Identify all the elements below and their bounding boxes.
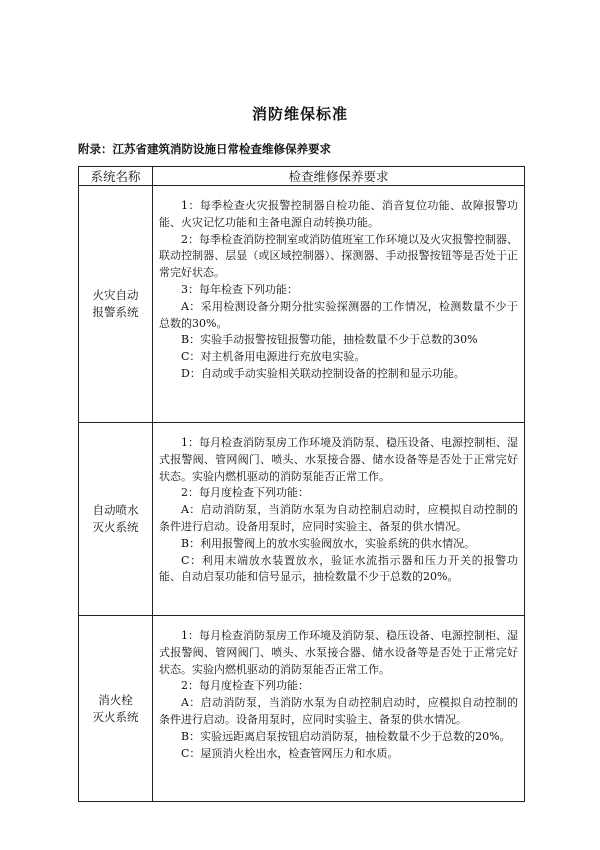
system-name-line: 自动喷水 [92, 503, 139, 517]
requirement-item: A：启动消防泵，当消防水泵为自动控制启动时，应模拟自动控制的条件进行启动。设备用泵时，应同时实验主、备泵的供水情况。 [159, 696, 518, 726]
system-name-cell [79, 616, 153, 802]
system-name-line: 消火栓 [98, 692, 133, 707]
requirement-item: B：实验远距离启泵按钮启动消防泵，抽检数量不少于总数的20%。 [181, 729, 511, 743]
requirement-item: A：采用检测设备分期分批实验探测器的工作情况，检测数量不少于总数的30%。 [159, 299, 518, 330]
system-name-line: 灭火系统 [92, 520, 139, 534]
requirement-item: 2：每月度检查下列功能： [181, 679, 309, 693]
requirement-item: 1：每月检查消防泵房工作环境及消防泵、稳压设备、电源控制柜、湿式报警阀、管网阀门、喷头、水泵接合器、储水设备等是否处于正常完好状态。实验内燃机驱动的消防泵能否正常工作。 [159, 436, 518, 483]
requirement-item: 2：每月度检查下列功能： [181, 486, 309, 500]
requirement-item: B：利用报警阀上的放水实验阀放水，实验系统的供水情况。 [181, 536, 476, 550]
table-row-fire-alarm [79, 186, 525, 423]
table-header-row [79, 167, 525, 186]
appendix-heading: 附录：江苏省建筑消防设施日常检查维修保养要求 [78, 142, 331, 156]
requirement-item: 1：每季检查火灾报警控制器自检功能、消音复位功能、故障报警功能、火灾记忆功能和主备电源自动转换功能。 [159, 199, 518, 229]
requirement-item: C：屋顶消火栓出水，检查管网压力和水质。 [181, 746, 399, 760]
requirements-cell [153, 423, 525, 616]
table-row-sprinkler [79, 423, 525, 616]
requirement-item: C：利用末端放水装置放水，验证水流指示器和压力开关的报警功能、自动启泵功能和信号显示，抽检数量不少于总数的20%。 [159, 553, 518, 584]
system-name-cell [79, 186, 153, 423]
requirement-item: 1：每月检查消防泵房工作环境及消防泵、稳压设备、电源控制柜、湿式报警阀、管网阀门、喷头、水泵接合器、储水设备等是否处于正常完好状态。实验内燃机驱动的消防泵能否正常工作。 [159, 629, 518, 676]
table-row-hydrant [79, 616, 525, 802]
requirement-item: C：对主机备用电源进行充放电实验。 [181, 350, 366, 364]
requirements-cell [153, 186, 525, 423]
system-name-line: 灭火系统 [92, 709, 139, 724]
header-requirements: 检查维修保养要求 [153, 167, 525, 186]
system-name-cell [79, 423, 153, 616]
maintenance-standards-table [78, 166, 525, 802]
system-name-line: 火灾自动 [92, 288, 139, 302]
system-name-line: 报警系统 [92, 305, 139, 319]
requirement-item: 2：每季检查消防控制室或消防值班室工作环境以及火灾报警控制器、联动控制器、层显（或区域控制器）、探测器、手动报警按钮等是否处于正常完好状态。 [159, 232, 518, 280]
header-system-name: 系统名称 [79, 167, 153, 186]
requirement-item: A：启动消防泵，当消防水泵为自动控制启动时，应模拟自动控制的条件进行启动。设备用泵时，应同时实验主、备泵的供水情况。 [159, 503, 518, 533]
requirement-item: 3：每年检查下列功能： [181, 282, 298, 296]
requirements-cell [153, 616, 525, 802]
requirement-item: B：实验手动报警按钮报警功能，抽检数量不少于总数的30% [181, 333, 478, 347]
page-title: 消防维保标准 [251, 105, 348, 123]
requirement-item: D：自动或手动实验相关联动控制设备的控制和显示功能。 [181, 366, 465, 380]
